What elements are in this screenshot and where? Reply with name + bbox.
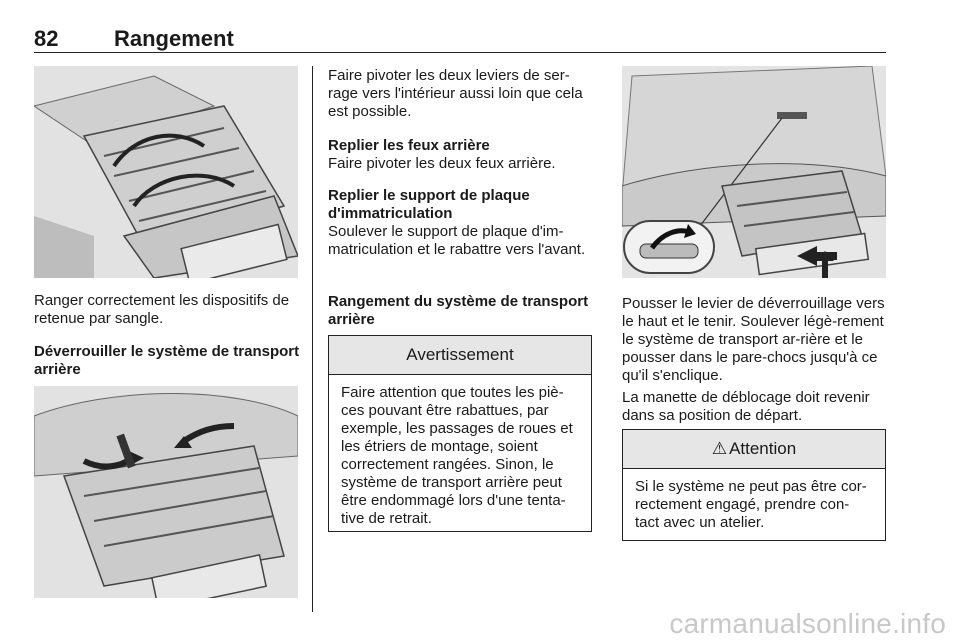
attention-box [622,429,886,541]
tail-lights-text: Faire pivoter les deux feux arrière. [328,155,556,172]
heading-store-carrier: Rangement du système de transport arrière [328,293,589,328]
plate-holder-text: Soulever le support de plaque d'im-matriculation et le rabattre vers l'avant. [328,223,586,258]
push-carrier-text: Pousser le levier de déverrouillage vers le haut et le tenir. Soulever légè-rement le système de transport ar-rière et le pousser dans le pare-chocs jusqu'à ce qu'il s'enclique. [622,295,885,384]
heading-unlock-carrier: Déverrouiller le système de transport arrière [34,343,300,378]
heading-tail-lights: Replier les feux arrière [328,137,490,154]
warning-body: Faire attention que toutes les piè-ces pouvant être rabattues, par exemple, les passages de roues et les étriers de montage, soient correctement rangées. Sinon, le système de transport arrière peut être endommagé lors d'une tenta-tive de retrait. [341,384,573,527]
attention-title: Attention [729,439,797,458]
illustration-strap-storage [34,66,298,278]
watermark: carmanualsonline.info [669,608,946,639]
illustration-unlock-levers [34,386,298,598]
caption-strap-storage: Ranger correctement les dispositifs de retenue par sangle. [34,292,290,327]
attention-header [623,430,885,469]
intro-text: Faire pivoter les deux leviers de ser-rage vers l'intérieur aussi loin que cela est possible. [328,67,583,120]
page-number: 82 [34,26,59,51]
column-divider [312,66,313,612]
warning-triangle-icon: ⚠ [711,439,728,458]
warning-title: Avertissement [329,336,591,375]
illustration-push-carrier [622,66,886,278]
attention-body: Si le système ne peut pas être cor-rectement engagé, prendre con-tact avec un atelier. [635,478,867,531]
warning-box [328,335,592,532]
page-title: Rangement [114,26,234,51]
header-rule [34,52,886,53]
heading-plate-holder: Replier le support de plaque d'immatriculation [328,187,530,222]
return-lever-text: La manette de déblocage doit revenir dans sa position de départ. [622,389,870,424]
